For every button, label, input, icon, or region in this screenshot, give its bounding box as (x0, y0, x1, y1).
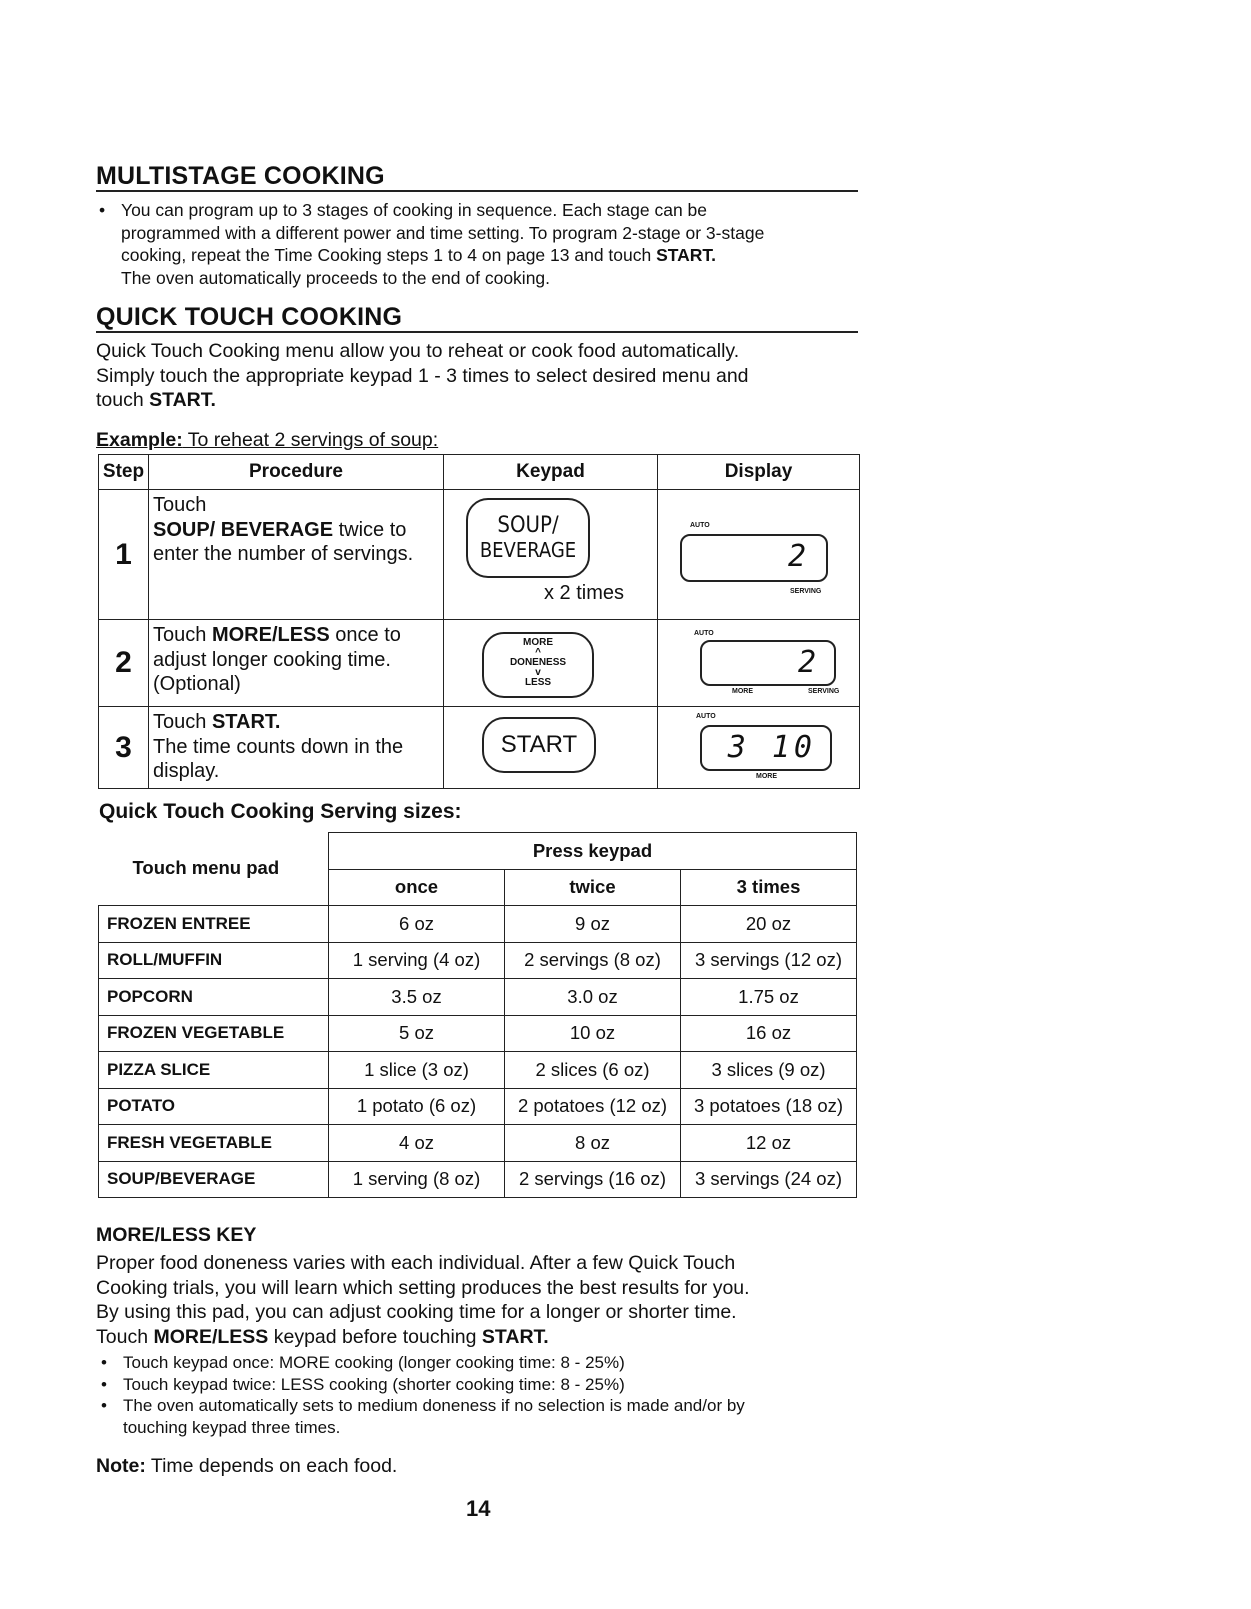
multistage-bullet: • You can program up to 3 stages of cooking in sequence. Each stage can be programmed with a different power and time setting. To program 2-stage or 3-stage cooking, repeat the Time Cooking steps 1 to 4 on page 13 and touch START. The oven automatically proceeds to the end of cooking. (99, 200, 765, 288)
steps-header-row (99, 455, 860, 490)
serving-header-row (99, 833, 857, 870)
note-line: Note: Time depends on each food. (96, 1455, 398, 1477)
page-number: 14 (466, 1496, 491, 1521)
quick-touch-rule (96, 331, 858, 333)
list-item: • The oven automatically sets to medium doneness if no selection is made and/or by (101, 1396, 745, 1415)
more-less-title: MORE/LESS KEY (96, 1224, 257, 1246)
table-row: POTATO 1 potato (6 oz) 2 potatoes (12 oz) 3 potatoes (18 oz) (99, 1088, 857, 1125)
quick-touch-intro: Quick Touch Cooking menu allow you to reheat or cook food automatically. Simply touch the appropriate keypad 1 - 3 times to select desired menu and touch START. (96, 340, 749, 411)
multistage-title: MULTISTAGE COOKING (96, 162, 385, 190)
col-keypad: Keypad (444, 455, 658, 490)
lcd-display: 3 10 (700, 725, 832, 771)
step-row-1 (99, 490, 860, 620)
bullet-dot-icon: • (101, 1374, 107, 1394)
table-row: POPCORN 3.5 oz 3.0 oz 1.75 oz (99, 979, 857, 1016)
chevron-up-icon: ^ (535, 647, 541, 658)
col-procedure: Procedure (149, 455, 444, 490)
step-number: 3 (99, 707, 149, 789)
bullet-dot-icon: • (99, 200, 106, 220)
step-display: AUTO 3 10 MORE (658, 707, 860, 789)
step-number: 2 (99, 620, 149, 707)
table-row: ROLL/MUFFIN 1 serving (4 oz) 2 servings (8 oz) 3 servings (12 oz) (99, 942, 857, 979)
table-row: FROZEN ENTREE 6 oz 9 oz 20 oz (99, 906, 857, 943)
col-press-keypad: Press keypad (329, 833, 857, 870)
col-twice: twice (505, 869, 681, 906)
list-item: • Touch keypad twice: LESS cooking (shorter cooking time: 8 - 25%) (101, 1374, 625, 1394)
step-display: AUTO 2 SERVING (658, 490, 860, 620)
table-row: PIZZA SLICE 1 slice (3 oz) 2 slices (6 oz) 3 slices (9 oz) (99, 1052, 857, 1089)
soup-beverage-key[interactable]: SOUP/ BEVERAGE (466, 498, 590, 578)
bullet-dot-icon: • (101, 1353, 107, 1372)
col-three-times: 3 times (681, 869, 857, 906)
step-number: 1 (99, 490, 149, 620)
step-procedure: Touch START. The time counts down in the display. (149, 707, 444, 789)
step-procedure: Touch MORE/LESS once to adjust longer cooking time. (Optional) (149, 620, 444, 707)
col-step: Step (99, 455, 149, 490)
step-keypad (444, 620, 658, 707)
steps-table (98, 454, 860, 789)
serving-body (99, 906, 857, 1198)
lcd-display: 2 (700, 640, 836, 686)
step-row-3 (99, 707, 860, 789)
step-procedure: Touch SOUP/ BEVERAGE twice to enter the number of servings. (149, 490, 444, 620)
col-menu-pad: Touch menu pad (99, 833, 329, 906)
start-key[interactable]: START (482, 717, 596, 773)
table-row: FROZEN VEGETABLE 5 oz 10 oz 16 oz (99, 1015, 857, 1052)
quick-touch-title: QUICK TOUCH COOKING (96, 303, 403, 331)
multistage-rule (96, 190, 858, 192)
more-less-key[interactable]: MORE ^ DONENESS v LESS (482, 632, 594, 698)
times-note: x 2 times (544, 582, 625, 604)
more-less-paragraph: Proper food doneness varies with each individual. After a few Quick Touch Cooking trials, you will learn which setting produces the best results for you. By using this pad, you can adjust cooking time for a longer or shorter time. Touch MORE/LESS keypad before touching START. (96, 1252, 750, 1348)
serving-table (98, 832, 857, 1198)
more-less-bullets: • Touch keypad once: MORE cooking (longer cooking time: 8 - 25%) • Touch keypad twice: LESS cooking (shorter cooking time: 8 - 25%) • The oven automatically sets to medium doneness if no selection is made and/or by touching keypad three times. (123, 1352, 863, 1438)
example-line: Example: To reheat 2 servings of soup: (96, 429, 439, 451)
table-row: FRESH VEGETABLE 4 oz 8 oz 12 oz (99, 1125, 857, 1162)
step-keypad (444, 490, 658, 620)
list-item: • Touch keypad once: MORE cooking (longer cooking time: 8 - 25%) (101, 1353, 625, 1372)
step-keypad (444, 707, 658, 789)
bullet-dot-icon: • (101, 1396, 107, 1415)
serving-title: Quick Touch Cooking Serving sizes: (99, 800, 462, 823)
step-row-2 (99, 620, 860, 707)
step-display: AUTO 2 MORE SERVING (658, 620, 860, 707)
lcd-display: 2 (680, 534, 828, 582)
table-row: SOUP/BEVERAGE 1 serving (8 oz) 2 servings (16 oz) 3 servings (24 oz) (99, 1161, 857, 1198)
chevron-down-icon: v (535, 667, 541, 678)
col-once: once (329, 869, 505, 906)
col-display: Display (658, 455, 860, 490)
